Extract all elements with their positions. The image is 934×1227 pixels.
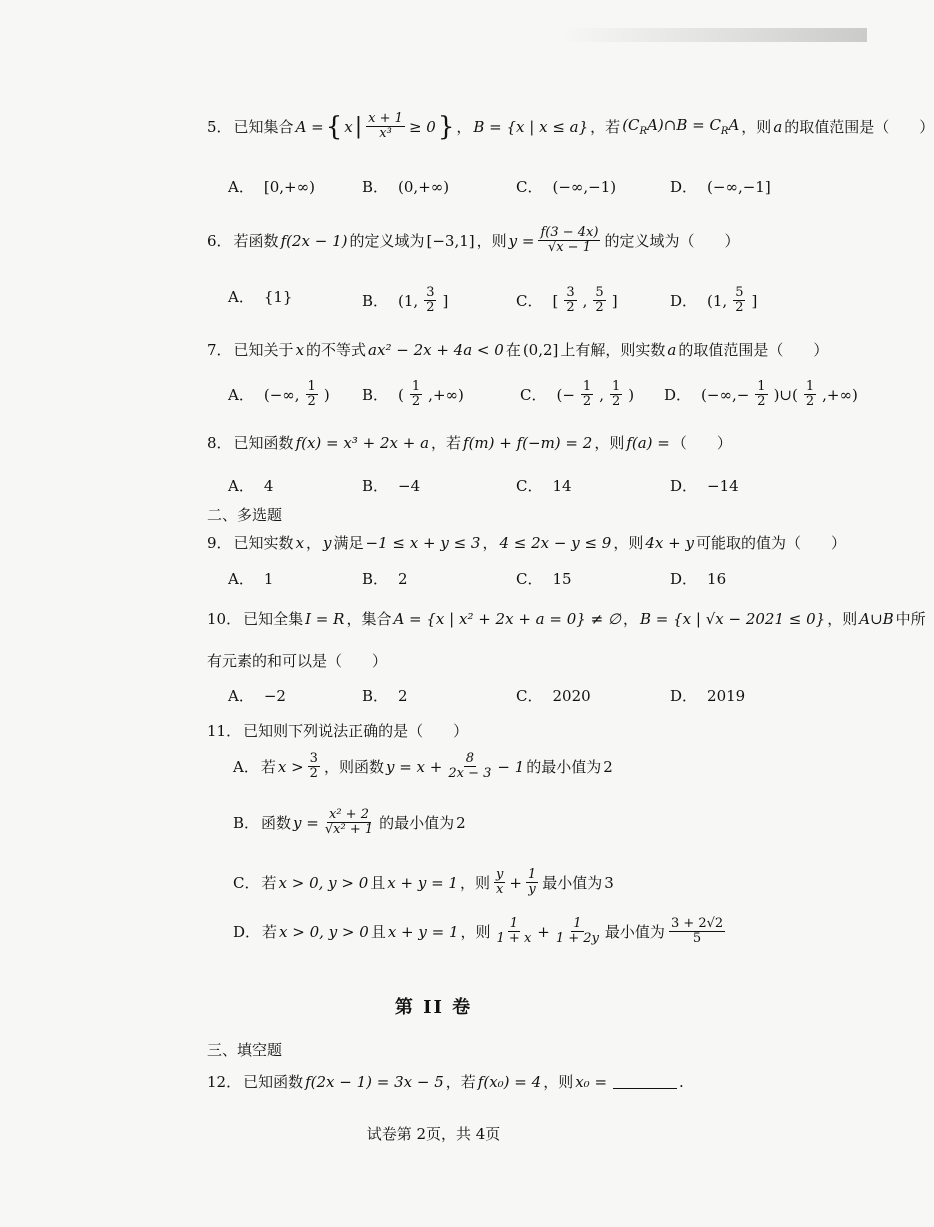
- question-text: （ ）: [671, 434, 732, 452]
- option-text: 若: [260, 758, 276, 777]
- fraction: [494, 868, 505, 898]
- question-number: 8．: [207, 434, 232, 452]
- question-text: 在: [505, 341, 521, 359]
- fraction-numerator: 5: [595, 285, 604, 300]
- option-a: [228, 475, 273, 496]
- option-value: 2019: [707, 686, 746, 705]
- fraction-denominator: 5: [692, 931, 702, 947]
- fraction-numerator: 1: [611, 379, 621, 394]
- question-text: ，则: [827, 610, 858, 628]
- option-part: [: [552, 291, 559, 310]
- question-expression: x₀ =: [575, 1072, 608, 1091]
- fraction-numerator: 3: [566, 285, 575, 300]
- fraction-denominator: x³: [379, 126, 392, 142]
- option-label: B．: [362, 292, 389, 311]
- question-number: 10．: [207, 610, 242, 628]
- option-a: [228, 176, 315, 197]
- condition-fraction: [308, 752, 320, 782]
- option-value: (−∞,−1): [552, 177, 617, 196]
- question-text: ，若: [431, 434, 462, 452]
- option-a: [228, 286, 292, 307]
- option-value: −2: [263, 686, 286, 705]
- function-expression: − 1: [497, 757, 525, 776]
- question-11: [207, 720, 468, 741]
- option-label: A．: [228, 570, 254, 588]
- option-fraction: [733, 286, 745, 316]
- question-11-option-a: [233, 752, 613, 782]
- question-text: 的不等式: [306, 341, 367, 359]
- option-part: ,: [599, 385, 604, 404]
- fraction-numerator: 1: [411, 379, 421, 394]
- question-text: ，则: [476, 232, 507, 251]
- question-text: 可能取的值为（ ）: [695, 534, 846, 552]
- option-part: ): [628, 385, 635, 404]
- set-a-fraction: [366, 112, 405, 142]
- option-fraction: [424, 286, 436, 316]
- option-value: 2: [603, 757, 613, 776]
- fraction-denominator: 2: [566, 300, 575, 316]
- option-c: [516, 685, 591, 706]
- option-value: 15: [552, 569, 572, 588]
- option-fraction: [581, 380, 593, 410]
- question-text: 中所: [895, 610, 926, 628]
- option-text: 函数: [261, 814, 292, 833]
- option-fraction: [593, 286, 605, 316]
- separator: ，: [622, 610, 638, 628]
- option-b: [362, 176, 449, 197]
- option-c: [516, 176, 616, 197]
- condition: f(x₀) = 4: [477, 1072, 542, 1091]
- option-value: 2: [398, 569, 408, 588]
- constraint-2: 4 ≤ 2x − y ≤ 9: [499, 533, 612, 552]
- option-label: B．: [362, 570, 389, 588]
- option-part: ]: [611, 291, 618, 310]
- question-text: 的定义域为: [349, 232, 425, 251]
- option-part: )∪(: [773, 385, 798, 404]
- set-a-label: A =: [295, 117, 324, 136]
- option-label: C．: [516, 292, 543, 311]
- option-value: 4: [263, 476, 274, 495]
- interval: (0,2]: [522, 340, 559, 359]
- question-text: ，若: [590, 118, 621, 137]
- option-value: (−∞,−1]: [707, 177, 771, 196]
- function-expression: f(2x − 1): [280, 231, 348, 250]
- inequality: ax² − 2x + 4a < 0: [368, 340, 504, 359]
- option-part: (−: [556, 385, 575, 404]
- fraction-numerator: 3: [426, 285, 435, 300]
- option-text: 的最小值为: [526, 758, 602, 777]
- fraction-denominator: 2: [805, 394, 815, 410]
- relation: ≥ 0: [408, 117, 436, 136]
- option-text: 且: [370, 923, 386, 942]
- option-d: [670, 475, 739, 496]
- option-label: C．: [233, 874, 260, 893]
- option-c: [516, 568, 572, 589]
- fraction-numerator: x + 1: [368, 111, 403, 126]
- option-b: [362, 380, 464, 410]
- fraction-denominator: 2: [426, 300, 435, 316]
- condition-part: A)∩B = C: [647, 116, 721, 135]
- option-fraction: [306, 380, 318, 410]
- condition: x >: [277, 757, 304, 776]
- condition: x + y = 1: [387, 873, 458, 892]
- set-variable: x: [344, 117, 353, 136]
- question-text: 的取值范围是（ ）: [784, 118, 934, 137]
- condition: x + y = 1: [387, 922, 459, 941]
- function-lhs: y =: [508, 231, 535, 250]
- option-label: C．: [520, 386, 547, 405]
- question-10-line-2: 有元素的和可以是（ ）: [207, 652, 388, 670]
- option-label: B．: [233, 814, 260, 833]
- scan-shadow: [560, 28, 867, 42]
- option-c: [520, 380, 634, 410]
- condition: x > 0, y > 0: [279, 922, 369, 941]
- option-part: (−∞,−: [701, 385, 750, 404]
- option-fraction: [610, 380, 622, 410]
- question-number: 6．: [207, 232, 232, 251]
- option-d: [670, 286, 757, 316]
- fraction-denominator: 2: [307, 394, 316, 410]
- option-d: [670, 685, 745, 706]
- fraction: [526, 868, 538, 898]
- option-label: D．: [670, 178, 698, 196]
- option-part: ,+∞): [428, 385, 464, 404]
- condition: f(m) + f(−m) = 2: [463, 433, 593, 452]
- fraction-numerator: 1: [757, 379, 766, 394]
- question-text: 上有解，则实数: [560, 341, 666, 359]
- fraction-denominator: 2: [735, 300, 744, 316]
- answer-fraction: [669, 917, 725, 947]
- option-label: D．: [670, 477, 698, 495]
- option-d: [670, 568, 726, 589]
- question-expression: f(a) =: [626, 433, 670, 452]
- option-label: B．: [362, 386, 389, 405]
- option-c: [516, 286, 618, 316]
- fraction-denominator: 2: [411, 394, 421, 410]
- bar: |: [354, 114, 363, 140]
- option-text: 最小值为: [542, 874, 603, 893]
- function-definition: f(2x − 1) = 3x − 5: [305, 1072, 444, 1091]
- variable: x: [295, 533, 305, 552]
- option-label: C．: [516, 178, 543, 196]
- fraction-numerator: 1: [509, 916, 519, 931]
- question-11-option-b: [233, 808, 466, 838]
- universal-set: I = R: [305, 609, 345, 628]
- question-text: ，若: [445, 1073, 476, 1091]
- question-11-option-c: [233, 868, 614, 898]
- variable: a: [667, 340, 677, 359]
- option-text: 若: [262, 923, 278, 942]
- option-part: ): [323, 385, 330, 404]
- fraction-denominator: y: [528, 882, 536, 898]
- option-part: (1,: [398, 291, 419, 310]
- constraint-1: −1 ≤ x + y ≤ 3: [365, 533, 481, 552]
- option-d: [670, 176, 771, 197]
- page-footer: 试卷第 2页，共 4页: [366, 1125, 501, 1143]
- variable: x: [295, 340, 305, 359]
- question-text: 的定义域为（ ）: [604, 232, 740, 251]
- option-label: D．: [233, 923, 261, 942]
- option-text: ，则: [459, 874, 490, 893]
- question-number: 11．: [207, 722, 242, 740]
- union-expression: A∪B: [859, 609, 894, 628]
- option-a: [228, 380, 330, 410]
- question-text: 已知函数: [243, 1073, 304, 1091]
- option-b: [362, 685, 408, 706]
- option-label: A．: [228, 386, 254, 405]
- question-text: ，则: [594, 434, 625, 452]
- option-part: (: [398, 385, 404, 404]
- variable: y: [323, 533, 332, 552]
- separator: ，: [482, 534, 498, 552]
- option-label: D．: [670, 687, 698, 705]
- fraction-denominator: √x − 1: [547, 240, 591, 256]
- fraction-numerator: 1: [573, 916, 582, 931]
- fraction-numerator: 3: [309, 751, 318, 766]
- fraction-numerator: 8: [465, 751, 474, 766]
- option-value: 1: [263, 569, 274, 588]
- question-11-option-d: [233, 917, 727, 947]
- option-value: (0,+∞): [398, 177, 450, 196]
- fraction-numerator: 3 + 2√2: [670, 916, 724, 931]
- option-label: C．: [516, 477, 543, 495]
- option-label: D．: [670, 570, 698, 588]
- answer-blank[interactable]: [613, 1074, 677, 1089]
- operator: +: [509, 873, 522, 892]
- question-text: 已知集合: [233, 118, 294, 137]
- operator: +: [537, 922, 550, 941]
- question-text: 已知函数: [233, 434, 294, 452]
- question-text: ，则: [741, 118, 772, 137]
- question-6: [207, 226, 739, 256]
- option-text: 且: [370, 874, 386, 893]
- question-text: 满足: [333, 534, 364, 552]
- option-label: B．: [362, 687, 389, 705]
- option-value: 2020: [552, 686, 591, 705]
- option-text: ，则: [460, 923, 491, 942]
- function-fraction: [538, 226, 600, 256]
- condition-part: A: [728, 116, 740, 135]
- option-text: 最小值为: [604, 923, 665, 942]
- set-a: A = {x | x² + 2x + a = 0} ≠ ∅: [393, 609, 621, 628]
- function-definition: f(x) = x³ + 2x + a: [295, 433, 430, 452]
- condition-part: (C: [622, 116, 640, 135]
- option-label: B．: [362, 477, 389, 495]
- question-8: [207, 432, 732, 453]
- question-5: [207, 112, 934, 142]
- fraction-numerator: y: [495, 867, 504, 882]
- question-number: 9．: [207, 534, 232, 552]
- fraction-denominator: 2: [582, 394, 592, 410]
- option-value: −4: [398, 476, 421, 495]
- option-value: 14: [552, 476, 572, 495]
- brace-close: }: [437, 111, 455, 142]
- option-part: ,: [582, 291, 588, 310]
- volume-heading: 第 II 卷: [394, 997, 473, 1018]
- option-label: A．: [228, 288, 254, 306]
- domain: [−3,1]: [426, 231, 475, 250]
- fraction-denominator: 2: [611, 394, 621, 410]
- option-label: A．: [228, 477, 254, 495]
- question-number: 5．: [207, 118, 232, 137]
- option-d: [664, 380, 858, 410]
- question-text: 若函数: [233, 232, 279, 251]
- separator: ，: [456, 118, 472, 137]
- question-text: 已知实数: [233, 534, 294, 552]
- option-fraction: [410, 380, 422, 410]
- option-part: (−∞,: [263, 385, 300, 404]
- option-value: 2: [398, 686, 408, 705]
- question-12: [207, 1071, 684, 1092]
- subscript: R: [639, 126, 648, 138]
- function-fraction: [323, 808, 375, 838]
- option-value: 2: [456, 813, 466, 832]
- function-fraction: [446, 752, 493, 782]
- question-number: 7．: [207, 341, 232, 359]
- question-text: 已知全集: [243, 610, 304, 628]
- option-text: 若: [261, 874, 277, 893]
- option-label: B．: [362, 178, 389, 196]
- option-label: A．: [233, 758, 259, 777]
- fraction-denominator: 1 + x: [496, 931, 532, 947]
- question-7: [207, 339, 828, 360]
- question-text: 已知关于: [233, 341, 294, 359]
- question-9: [207, 532, 846, 553]
- option-b: [362, 475, 420, 496]
- function-expression: y = x +: [385, 757, 443, 776]
- fraction-denominator: √x² + 1: [324, 822, 374, 838]
- option-label: C．: [516, 570, 543, 588]
- brace-open: {: [325, 111, 343, 142]
- set-b: B = {x | x ≤ a}: [473, 117, 589, 136]
- option-c: [516, 475, 572, 496]
- question-number: 12．: [207, 1073, 242, 1091]
- fraction-denominator: 2: [757, 394, 766, 410]
- fraction-denominator: 2x − 3: [448, 766, 492, 782]
- question-text: 的取值范围是（ ）: [678, 341, 829, 359]
- question-text: ，集合: [346, 610, 392, 628]
- set-b: B = {x | √x − 2021 ≤ 0}: [640, 609, 826, 628]
- fraction-numerator: f(3 − 4x): [540, 225, 599, 240]
- option-b: [362, 286, 448, 316]
- option-value: 3: [604, 873, 614, 892]
- option-value: {1}: [263, 287, 293, 306]
- option-label: A．: [228, 178, 254, 196]
- expression: 4x + y: [645, 533, 694, 552]
- option-fraction: [755, 380, 767, 410]
- option-value: −14: [707, 476, 739, 495]
- question-text: ，则: [543, 1073, 574, 1091]
- fraction-denominator: 2: [595, 300, 604, 316]
- fraction-numerator: 5: [735, 285, 744, 300]
- fraction-denominator: 1 + 2y: [555, 931, 599, 947]
- question-text: 已知则下列说法正确的是（ ）: [243, 722, 469, 740]
- option-part: (1,: [707, 291, 728, 310]
- question-text: ，则: [613, 534, 644, 552]
- option-part: ]: [751, 291, 758, 310]
- option-label: D．: [670, 292, 698, 311]
- option-value: [0,+∞): [263, 177, 315, 196]
- condition: [622, 116, 739, 137]
- function-expression: y =: [293, 813, 319, 832]
- fraction-numerator: 1: [582, 379, 592, 394]
- option-text: 的最小值为: [379, 814, 455, 833]
- option-text: ，则函数: [323, 758, 384, 777]
- option-fraction: [564, 286, 576, 316]
- fraction-numerator: 1: [805, 379, 815, 394]
- option-part: ]: [442, 291, 449, 310]
- period: .: [679, 1072, 684, 1091]
- fraction-denominator: 2: [309, 766, 318, 782]
- subscript: R: [720, 126, 729, 138]
- option-label: A．: [228, 687, 254, 705]
- option-a: [228, 568, 273, 589]
- fraction: [495, 917, 534, 947]
- section-heading-fill-in: 三、填空题: [207, 1041, 283, 1059]
- option-value: 16: [707, 569, 727, 588]
- fraction: [554, 917, 601, 947]
- fraction-numerator: x² + 2: [329, 807, 369, 822]
- option-label: C．: [516, 687, 543, 705]
- option-fraction: [804, 380, 816, 410]
- option-part: ,+∞): [822, 385, 858, 404]
- fraction-numerator: 1: [307, 379, 316, 394]
- fraction-numerator: 1: [527, 867, 537, 882]
- separator: ，: [306, 534, 322, 552]
- option-label: D．: [664, 386, 692, 405]
- option-b: [362, 568, 408, 589]
- fraction-denominator: x: [495, 882, 504, 898]
- condition: x > 0, y > 0: [278, 873, 369, 892]
- section-heading-multiple-choice: 二、多选题: [207, 506, 283, 524]
- question-10: [207, 608, 926, 629]
- option-a: [228, 685, 286, 706]
- variable: a: [773, 117, 783, 136]
